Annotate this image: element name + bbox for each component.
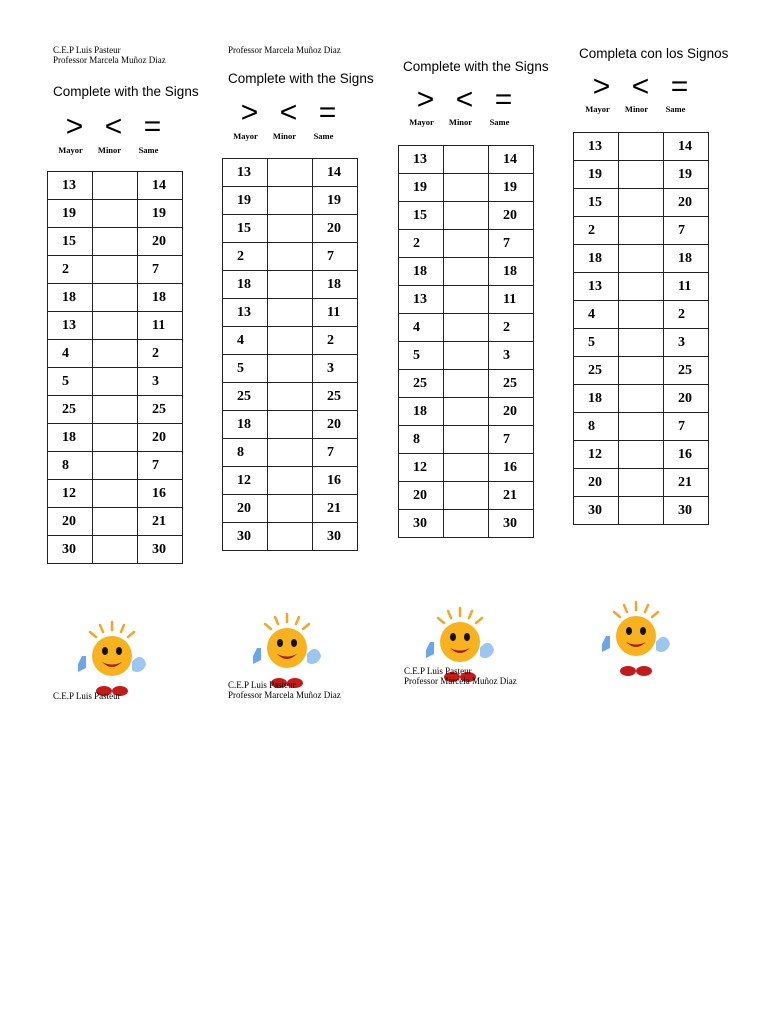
table-row <box>574 329 709 357</box>
table-row <box>48 172 183 200</box>
right-number: 20 <box>664 385 709 413</box>
right-number: 16 <box>664 441 709 469</box>
sign-labels <box>402 117 519 127</box>
equals-sign: = <box>670 70 689 103</box>
left-number: 4 <box>574 301 619 329</box>
sign-answer-cell[interactable] <box>619 189 664 217</box>
right-number: 18 <box>489 258 534 286</box>
right-number: 2 <box>138 340 183 368</box>
right-number: 11 <box>138 312 183 340</box>
sign-answer-cell[interactable] <box>268 215 313 243</box>
footer-text <box>53 691 121 701</box>
table-row <box>48 452 183 480</box>
right-number: 14 <box>489 146 534 174</box>
greater-than-sign: > <box>592 70 611 103</box>
less-than-sign: < <box>104 110 123 143</box>
table-row <box>223 299 358 327</box>
header-line: C.E.P Luis Pasteur <box>53 45 121 55</box>
table-row <box>399 202 534 230</box>
sign-answer-cell[interactable] <box>619 497 664 525</box>
sign-answer-cell[interactable] <box>619 301 664 329</box>
worksheet-title: Complete with the Signs <box>403 59 549 74</box>
left-number: 19 <box>399 174 444 202</box>
comparison-table <box>222 158 358 551</box>
sign-answer-cell[interactable] <box>93 200 138 228</box>
left-number: 13 <box>574 273 619 301</box>
right-number: 21 <box>489 482 534 510</box>
sign-answer-cell[interactable] <box>93 340 138 368</box>
label-minor: Minor <box>624 104 649 114</box>
signs-row <box>582 72 699 102</box>
left-number: 18 <box>223 411 268 439</box>
right-number: 19 <box>313 187 358 215</box>
sign-answer-cell[interactable] <box>268 355 313 383</box>
sign-answer-cell[interactable] <box>268 243 313 271</box>
right-number: 25 <box>664 357 709 385</box>
table-row <box>48 312 183 340</box>
left-number: 15 <box>399 202 444 230</box>
left-number: 12 <box>48 480 93 508</box>
left-number: 8 <box>574 413 619 441</box>
right-number: 2 <box>313 327 358 355</box>
sign-answer-cell[interactable] <box>619 469 664 497</box>
left-number: 30 <box>223 523 268 551</box>
header-line: Professor Marcela Muñoz Diaz <box>53 55 166 65</box>
left-number: 15 <box>223 215 268 243</box>
left-number: 18 <box>399 258 444 286</box>
table-row <box>574 385 709 413</box>
sign-answer-cell[interactable] <box>619 133 664 161</box>
right-number: 7 <box>313 243 358 271</box>
footer-line: Professor Marcela Muñoz Diaz <box>404 676 517 686</box>
sign-answer-cell[interactable] <box>619 413 664 441</box>
table-row <box>574 301 709 329</box>
sign-answer-cell[interactable] <box>268 523 313 551</box>
sign-answer-cell[interactable] <box>444 398 489 426</box>
left-number: 19 <box>574 161 619 189</box>
comparison-table <box>398 145 534 538</box>
right-number: 30 <box>489 510 534 538</box>
table-row <box>223 355 358 383</box>
table-row <box>223 215 358 243</box>
left-number: 12 <box>223 467 268 495</box>
right-number: 30 <box>138 536 183 564</box>
sign-answer-cell[interactable] <box>93 172 138 200</box>
table-row <box>399 286 534 314</box>
left-number: 20 <box>223 495 268 523</box>
signs-row <box>230 98 347 128</box>
label-same: Same <box>138 145 159 155</box>
sign-answer-cell[interactable] <box>268 159 313 187</box>
sign-answer-cell[interactable] <box>93 424 138 452</box>
right-number: 20 <box>138 228 183 256</box>
left-number: 25 <box>48 396 93 424</box>
left-number: 18 <box>223 271 268 299</box>
table-row <box>223 523 358 551</box>
right-number: 21 <box>313 495 358 523</box>
table-row <box>223 383 358 411</box>
left-number: 2 <box>223 243 268 271</box>
table-row <box>223 187 358 215</box>
table-row <box>223 327 358 355</box>
left-number: 2 <box>48 256 93 284</box>
left-number: 8 <box>223 439 268 467</box>
left-number: 12 <box>574 441 619 469</box>
right-number: 14 <box>138 172 183 200</box>
left-number: 13 <box>223 299 268 327</box>
right-number: 7 <box>313 439 358 467</box>
sign-answer-cell[interactable] <box>619 441 664 469</box>
equals-sign: = <box>318 96 337 129</box>
footer-text <box>404 666 517 686</box>
left-number: 25 <box>574 357 619 385</box>
sign-answer-cell[interactable] <box>268 411 313 439</box>
sign-labels <box>51 145 168 155</box>
table-row <box>574 469 709 497</box>
table-row <box>574 357 709 385</box>
left-number: 25 <box>223 383 268 411</box>
table-row <box>48 228 183 256</box>
left-number: 13 <box>223 159 268 187</box>
right-number: 7 <box>489 426 534 454</box>
right-number: 11 <box>489 286 534 314</box>
table-row <box>399 146 534 174</box>
left-number: 4 <box>399 314 444 342</box>
sign-answer-cell[interactable] <box>93 452 138 480</box>
left-number: 5 <box>574 329 619 357</box>
right-number: 21 <box>138 508 183 536</box>
left-number: 4 <box>48 340 93 368</box>
sign-answer-cell[interactable] <box>619 217 664 245</box>
table-row <box>48 256 183 284</box>
table-row <box>48 200 183 228</box>
right-number: 2 <box>489 314 534 342</box>
label-same: Same <box>665 104 686 114</box>
sign-answer-cell[interactable] <box>444 482 489 510</box>
sign-answer-cell[interactable] <box>444 314 489 342</box>
left-number: 20 <box>48 508 93 536</box>
sun-mascot-icon <box>72 620 152 700</box>
left-number: 30 <box>399 510 444 538</box>
right-number: 30 <box>313 523 358 551</box>
right-number: 3 <box>489 342 534 370</box>
right-number: 7 <box>664 413 709 441</box>
right-number: 14 <box>313 159 358 187</box>
sign-answer-cell[interactable] <box>268 495 313 523</box>
table-row <box>574 413 709 441</box>
sign-answer-cell[interactable] <box>268 271 313 299</box>
left-number: 5 <box>399 342 444 370</box>
left-number: 13 <box>399 286 444 314</box>
right-number: 7 <box>489 230 534 258</box>
table-row <box>574 189 709 217</box>
right-number: 25 <box>313 383 358 411</box>
right-number: 7 <box>138 452 183 480</box>
table-row <box>48 480 183 508</box>
left-number: 25 <box>399 370 444 398</box>
equals-sign: = <box>143 110 162 143</box>
label-minor: Minor <box>272 131 297 141</box>
right-number: 11 <box>664 273 709 301</box>
school-header <box>53 45 166 65</box>
table-row <box>574 441 709 469</box>
worksheet-title: Completa con los Signos <box>579 46 729 61</box>
table-row <box>399 342 534 370</box>
left-number: 19 <box>48 200 93 228</box>
sign-answer-cell[interactable] <box>444 426 489 454</box>
left-number: 13 <box>399 146 444 174</box>
sign-answer-cell[interactable] <box>268 187 313 215</box>
greater-than-sign: > <box>65 110 84 143</box>
table-row <box>399 482 534 510</box>
sign-answer-cell[interactable] <box>93 480 138 508</box>
table-row <box>223 243 358 271</box>
table-row <box>223 439 358 467</box>
sign-answer-cell[interactable] <box>268 383 313 411</box>
left-number: 18 <box>574 385 619 413</box>
sign-answer-cell[interactable] <box>619 273 664 301</box>
header-line: Professor Marcela Muñoz Diaz <box>228 45 341 55</box>
right-number: 20 <box>489 398 534 426</box>
left-number: 30 <box>574 497 619 525</box>
table-row <box>574 217 709 245</box>
left-number: 18 <box>48 424 93 452</box>
label-minor: Minor <box>97 145 122 155</box>
left-number: 12 <box>399 454 444 482</box>
table-row <box>48 396 183 424</box>
table-row <box>399 258 534 286</box>
label-same: Same <box>313 131 334 141</box>
left-number: 8 <box>399 426 444 454</box>
sign-answer-cell[interactable] <box>93 368 138 396</box>
left-number: 30 <box>48 536 93 564</box>
less-than-sign: < <box>279 96 298 129</box>
right-number: 20 <box>313 215 358 243</box>
left-number: 4 <box>223 327 268 355</box>
right-number: 25 <box>489 370 534 398</box>
footer-line: C.E.P Luis Pasteur <box>404 666 472 676</box>
label-mayor: Mayor <box>58 145 83 155</box>
table-row <box>399 314 534 342</box>
label-mayor: Mayor <box>585 104 610 114</box>
worksheet-title: Complete with the Signs <box>53 84 199 99</box>
table-row <box>574 161 709 189</box>
table-row <box>48 424 183 452</box>
signs-row <box>55 112 172 142</box>
table-row <box>48 284 183 312</box>
right-number: 30 <box>664 497 709 525</box>
sign-answer-cell[interactable] <box>93 312 138 340</box>
sign-answer-cell[interactable] <box>444 342 489 370</box>
label-mayor: Mayor <box>409 117 434 127</box>
table-row <box>223 495 358 523</box>
right-number: 14 <box>664 133 709 161</box>
label-same: Same <box>489 117 510 127</box>
sign-answer-cell[interactable] <box>268 467 313 495</box>
right-number: 21 <box>664 469 709 497</box>
table-row <box>223 411 358 439</box>
label-mayor: Mayor <box>233 131 258 141</box>
table-row <box>574 245 709 273</box>
right-number: 18 <box>313 271 358 299</box>
table-row <box>399 454 534 482</box>
right-number: 20 <box>489 202 534 230</box>
table-row <box>48 536 183 564</box>
right-number: 7 <box>664 217 709 245</box>
right-number: 18 <box>138 284 183 312</box>
footer-line: C.E.P Luis Pasteur <box>228 680 296 690</box>
table-row <box>574 497 709 525</box>
sun-mascot-icon <box>596 600 676 680</box>
sign-answer-cell[interactable] <box>444 510 489 538</box>
left-number: 20 <box>574 469 619 497</box>
left-number: 2 <box>574 217 619 245</box>
table-row <box>399 370 534 398</box>
footer-text <box>228 680 341 700</box>
right-number: 3 <box>138 368 183 396</box>
school-header <box>228 45 341 55</box>
sign-answer-cell[interactable] <box>444 230 489 258</box>
right-number: 3 <box>664 329 709 357</box>
equals-sign: = <box>494 83 513 116</box>
sign-answer-cell[interactable] <box>268 299 313 327</box>
left-number: 2 <box>399 230 444 258</box>
sign-answer-cell[interactable] <box>93 256 138 284</box>
sign-answer-cell[interactable] <box>444 174 489 202</box>
greater-than-sign: > <box>240 96 259 129</box>
table-row <box>399 174 534 202</box>
sign-answer-cell[interactable] <box>93 396 138 424</box>
left-number: 18 <box>574 245 619 273</box>
left-number: 19 <box>223 187 268 215</box>
left-number: 13 <box>574 133 619 161</box>
left-number: 5 <box>48 368 93 396</box>
right-number: 3 <box>313 355 358 383</box>
greater-than-sign: > <box>416 83 435 116</box>
left-number: 18 <box>48 284 93 312</box>
sign-answer-cell[interactable] <box>444 454 489 482</box>
table-row <box>223 271 358 299</box>
table-row <box>574 133 709 161</box>
left-number: 13 <box>48 172 93 200</box>
table-row <box>399 426 534 454</box>
right-number: 18 <box>664 245 709 273</box>
sign-answer-cell[interactable] <box>93 284 138 312</box>
table-row <box>48 508 183 536</box>
less-than-sign: < <box>455 83 474 116</box>
comparison-table <box>47 171 183 564</box>
right-number: 2 <box>664 301 709 329</box>
less-than-sign: < <box>631 70 650 103</box>
sign-answer-cell[interactable] <box>93 536 138 564</box>
table-row <box>48 340 183 368</box>
sign-labels <box>578 104 695 114</box>
left-number: 8 <box>48 452 93 480</box>
sign-answer-cell[interactable] <box>619 385 664 413</box>
table-row <box>399 398 534 426</box>
left-number: 20 <box>399 482 444 510</box>
right-number: 19 <box>664 161 709 189</box>
table-row <box>574 273 709 301</box>
footer-line: Professor Marcela Muñoz Diaz <box>228 690 341 700</box>
sign-answer-cell[interactable] <box>444 202 489 230</box>
right-number: 7 <box>138 256 183 284</box>
left-number: 15 <box>574 189 619 217</box>
sign-answer-cell[interactable] <box>444 146 489 174</box>
table-row <box>399 510 534 538</box>
sign-answer-cell[interactable] <box>93 228 138 256</box>
right-number: 16 <box>489 454 534 482</box>
left-number: 5 <box>223 355 268 383</box>
sign-answer-cell[interactable] <box>619 329 664 357</box>
signs-row <box>406 85 523 115</box>
sign-answer-cell[interactable] <box>444 258 489 286</box>
right-number: 20 <box>138 424 183 452</box>
sign-answer-cell[interactable] <box>268 327 313 355</box>
sign-labels <box>226 131 343 141</box>
left-number: 15 <box>48 228 93 256</box>
table-row <box>223 467 358 495</box>
comparison-table <box>573 132 709 525</box>
right-number: 19 <box>138 200 183 228</box>
sign-answer-cell[interactable] <box>268 439 313 467</box>
right-number: 20 <box>313 411 358 439</box>
right-number: 16 <box>138 480 183 508</box>
right-number: 19 <box>489 174 534 202</box>
worksheet-title: Complete with the Signs <box>228 71 374 86</box>
footer-line: C.E.P Luis Pasteur <box>53 691 121 701</box>
sign-answer-cell[interactable] <box>444 286 489 314</box>
sign-answer-cell[interactable] <box>619 245 664 273</box>
table-row <box>399 230 534 258</box>
table-row <box>48 368 183 396</box>
sign-answer-cell[interactable] <box>93 508 138 536</box>
right-number: 11 <box>313 299 358 327</box>
sign-answer-cell[interactable] <box>619 161 664 189</box>
label-minor: Minor <box>448 117 473 127</box>
right-number: 16 <box>313 467 358 495</box>
right-number: 20 <box>664 189 709 217</box>
right-number: 25 <box>138 396 183 424</box>
left-number: 13 <box>48 312 93 340</box>
sign-answer-cell[interactable] <box>619 357 664 385</box>
table-row <box>223 159 358 187</box>
sign-answer-cell[interactable] <box>444 370 489 398</box>
left-number: 18 <box>399 398 444 426</box>
